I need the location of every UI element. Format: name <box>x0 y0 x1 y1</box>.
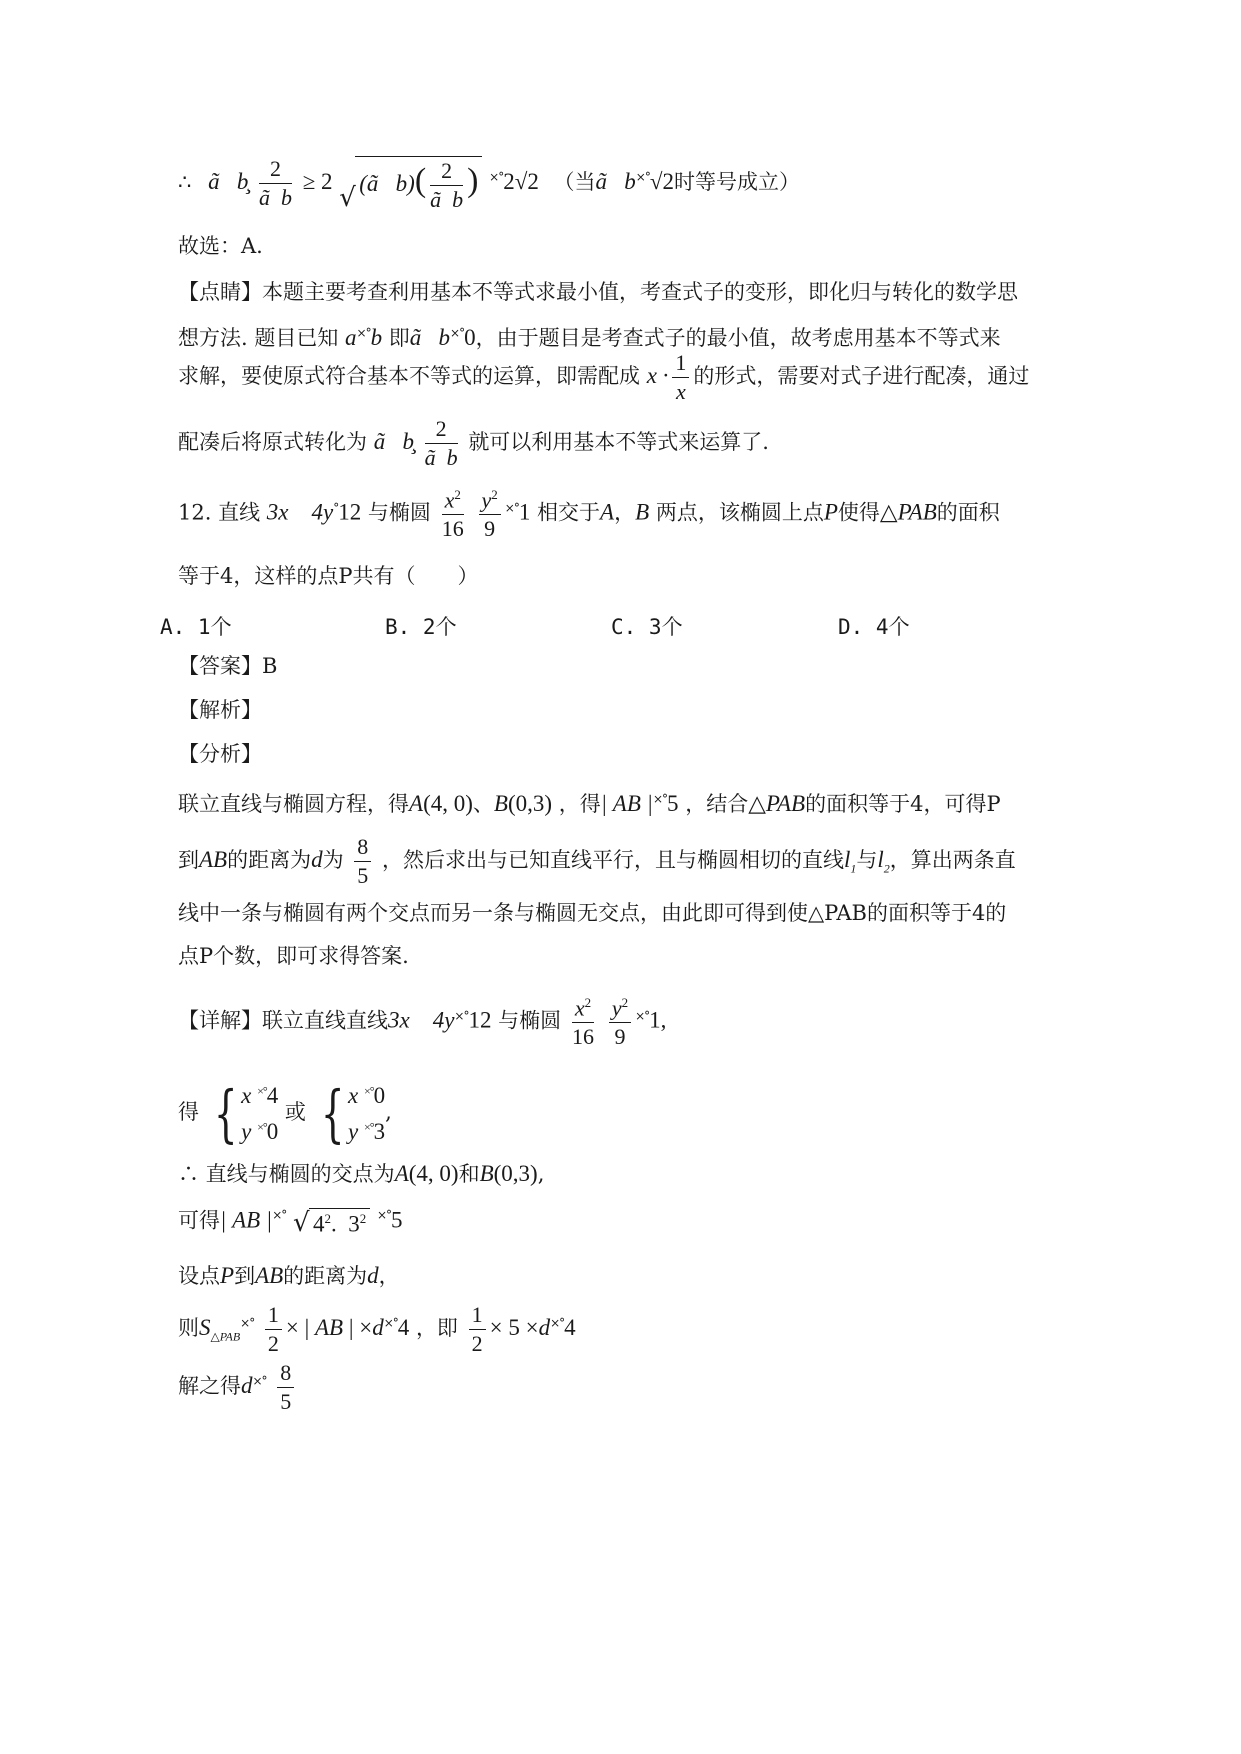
tip-line-2: 想方法. 题目已知 a×°b 即ã b×°0，由于题目是考查式子的最小值，故考虑用基本不等式来 <box>178 325 1001 350</box>
inequality-line: ∴ ã b̧ $\frac{2}{\text{ã b}}$ ≥ 2 √ (ã b)( $\frac{2}{\text{ã b}}$ ) ×°2√2 （当ã b×°√2时等号成立） <box>178 156 800 213</box>
analysis-line-2: 到AB的距离为d为 $\frac{8}{5}$ ，然后求出与已知直线平行，且与椭圆相切的直线$l_1$与$l_2$，算出两条直 <box>178 834 1016 888</box>
breakdown-heading: 【分析】 <box>178 742 262 766</box>
answer-choice: 故选：A. <box>178 234 263 258</box>
detail-line-3: ∴ 直线与椭圆的交点为A(4, 0)和B(0,3), <box>178 1161 545 1186</box>
detail-line-4: 可得| AB |×° √ $4^2$. $3^2$ ×°5 <box>178 1207 403 1238</box>
analysis-heading: 【解析】 <box>178 698 262 722</box>
detail-line-1: 【详解】联立直线直线3x 4y×°12 与椭圆 $\frac{x^2}{16}$ $\frac{y^2}{9}$ ×°1, <box>178 995 667 1050</box>
tip-line-3: 求解，要使原式符合基本不等式的运算，即需配成 x · $\frac{1}{x}$ 的形式，需要对式子进行配凑，通过 <box>178 350 1030 404</box>
tip-line-4: 配凑后将原式转化为 ã b̧ $\frac{2}{\text{ã b}}$ 就可以利用基本不等式来运算了. <box>178 416 769 470</box>
question-12-tail: 等于4，这样的点P共有（ ） <box>178 564 479 588</box>
detail-line-2: 得 { x ×°4 y ×°0 或 { x ×°0 y ×°3, <box>178 1076 392 1150</box>
detail-line-7: 解之得d×° $\frac{8}{5}$ <box>178 1362 298 1413</box>
question-12-stem: 12. 直线 3x 4y°12 与椭圆 $\frac{x^2}{16}$ $\frac{y^2}{9}$ ×°1 相交于A，B 两点，该椭圆上点P使得△PAB的面积 <box>178 487 1000 542</box>
analysis-line-1: 联立直线与椭圆方程，得A(4, 0)、B(0,3) ，得| AB |×°5 ，结合△PAB的面积等于4，可得P <box>178 791 1001 816</box>
tip-line-1: 【点睛】本题主要考查利用基本不等式求最小值，考查式子的变形，即化归与转化的数学思 <box>178 280 1018 304</box>
answer-label: 【答案】B <box>178 654 278 678</box>
detail-line-6: 则$S_{\triangle PAB}^{\times^\circ}$ $\frac{1}{2}$ × | AB | ×d×°4 ，即 $\frac{1}{2}$ × 5 ×d×°4 <box>178 1302 576 1356</box>
option-d: D. 4个 <box>838 615 910 639</box>
detail-line-5: 设点P到AB的距离为d， <box>178 1263 400 1288</box>
option-b: B. 2个 <box>385 615 457 639</box>
analysis-line-3: 线中一条与椭圆有两个交点而另一条与椭圆无交点，由此即可得到使△PAB的面积等于4的 <box>178 901 1007 925</box>
analysis-line-4: 点P个数，即可求得答案. <box>178 944 409 968</box>
option-a: A. 1个 <box>160 615 232 639</box>
option-c: C. 3个 <box>611 615 683 639</box>
